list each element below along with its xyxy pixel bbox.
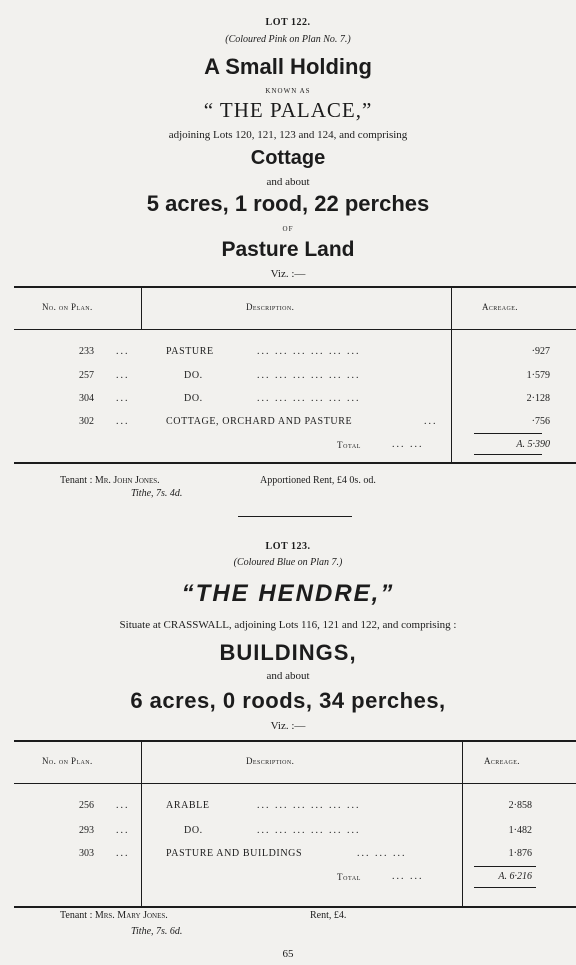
lot-122-label: LOT 122. [265, 17, 311, 28]
col-header-no: No. on Plan. [42, 302, 93, 312]
leader-dots: ... [116, 416, 130, 427]
plan-number: 293 [79, 825, 94, 836]
leader-dots: ... [116, 393, 130, 404]
total-label: Total [337, 872, 362, 882]
col-header-acreage: Acreage. [482, 302, 518, 312]
col-header-acreage: Acreage. [484, 756, 520, 766]
lot-122-and-about: and about [266, 176, 310, 188]
leader-dots: ... ... [392, 439, 424, 450]
leader-dots: ... ... [392, 871, 424, 882]
lot-122-land-type: Pasture Land [221, 238, 355, 261]
acreage: ·756 [531, 416, 550, 427]
acreage: 1·579 [526, 370, 550, 381]
description: COTTAGE, ORCHARD AND PASTURE [166, 416, 353, 427]
leader-dots: ... ... ... ... ... ... [257, 825, 361, 836]
acreage: 2·858 [508, 800, 532, 811]
section-divider [238, 516, 352, 517]
leader-dots: ... ... ... ... ... ... [257, 393, 361, 404]
leader-dots: ... [116, 346, 130, 357]
acreage: 1·876 [508, 848, 532, 859]
acreage: 1·482 [508, 825, 532, 836]
lot-123-building: BUILDINGS, [219, 640, 357, 665]
leader-dots: ... ... ... ... ... ... [257, 370, 361, 381]
total-label: Total [337, 440, 362, 450]
tenant-name: Mrs. Mary Jones. [94, 910, 168, 921]
page-number: 65 [282, 948, 294, 960]
description: ARABLE [166, 800, 210, 811]
plan-number: 303 [79, 848, 94, 859]
total-acreage: A. 5·390 [516, 439, 550, 450]
lot-122-of: OF [282, 225, 294, 233]
lot-123-viz: Viz. :— [270, 720, 306, 732]
lot-122-tithe: Tithe, 7s. 4d. [131, 488, 183, 499]
lot-122-known-as: KNOWN AS [265, 87, 311, 95]
leader-dots: ... [116, 800, 130, 811]
lot-123-situate: Situate at CRASSWALL, adjoining Lots 116, 121 and 122, and comprising : [119, 619, 457, 631]
leader-dots: ... [424, 416, 438, 427]
plan-number: 302 [79, 416, 94, 427]
lot-123-table [14, 740, 576, 908]
lot-122-adjoining: adjoining Lots 120, 121, 123 and 124, and comprising [168, 129, 408, 141]
col-header-no: No. on Plan. [42, 756, 93, 766]
lot-123-tenant [60, 910, 168, 921]
lot-123-label: LOT 123. [265, 541, 311, 552]
lot-122-name: “ THE PALACE,” [203, 98, 373, 122]
lot-123-rent: Rent, £4. [310, 910, 347, 921]
leader-dots: ... ... ... ... ... ... [257, 346, 361, 357]
plan-number: 233 [79, 346, 94, 357]
leader-dots: ... [116, 370, 130, 381]
leader-dots: ... ... ... ... ... ... [257, 800, 361, 811]
tenant-label: Tenant : [60, 475, 93, 486]
description: PASTURE AND BUILDINGS [166, 848, 303, 859]
tenant-label: Tenant : [60, 910, 93, 921]
acreage: 2·128 [526, 393, 550, 404]
lot-122-rent: Apportioned Rent, £4 0s. od. [260, 475, 376, 486]
lot-123-coloured-note: (Coloured Blue on Plan 7.) [233, 557, 343, 568]
description: PASTURE [166, 346, 214, 357]
leader-dots: ... [116, 825, 130, 836]
lot-122-viz: Viz. :— [270, 268, 306, 280]
plan-number: 304 [79, 393, 94, 404]
lot-122-title: A Small Holding [204, 54, 372, 79]
leader-dots: ... [116, 848, 130, 859]
lot-122-building: Cottage [250, 147, 326, 169]
lot-123-and-about: and about [266, 670, 310, 682]
lot-122-area: 5 acres, 1 rood, 22 perches [146, 191, 430, 216]
total-acreage: A. 6·216 [498, 871, 532, 882]
lot-123-area: 6 acres, 0 roods, 34 perches, [130, 688, 446, 713]
acreage: ·927 [531, 346, 550, 357]
col-header-description: Description. [246, 302, 295, 312]
lot-122-coloured-note: (Coloured Pink on Plan No. 7.) [225, 34, 351, 45]
description: DO. [184, 370, 203, 381]
lot-123-tithe: Tithe, 7s. 6d. [131, 926, 183, 937]
plan-number: 256 [79, 800, 94, 811]
lot-122-table [14, 286, 576, 464]
lot-123-name: “THE HENDRE,” [181, 580, 395, 607]
description: DO. [184, 825, 203, 836]
description: DO. [184, 393, 203, 404]
plan-number: 257 [79, 370, 94, 381]
col-header-description: Description. [246, 756, 295, 766]
tenant-name: Mr. John Jones. [94, 475, 160, 486]
lot-122-tenant [60, 475, 160, 486]
leader-dots: ... ... ... [357, 848, 407, 859]
